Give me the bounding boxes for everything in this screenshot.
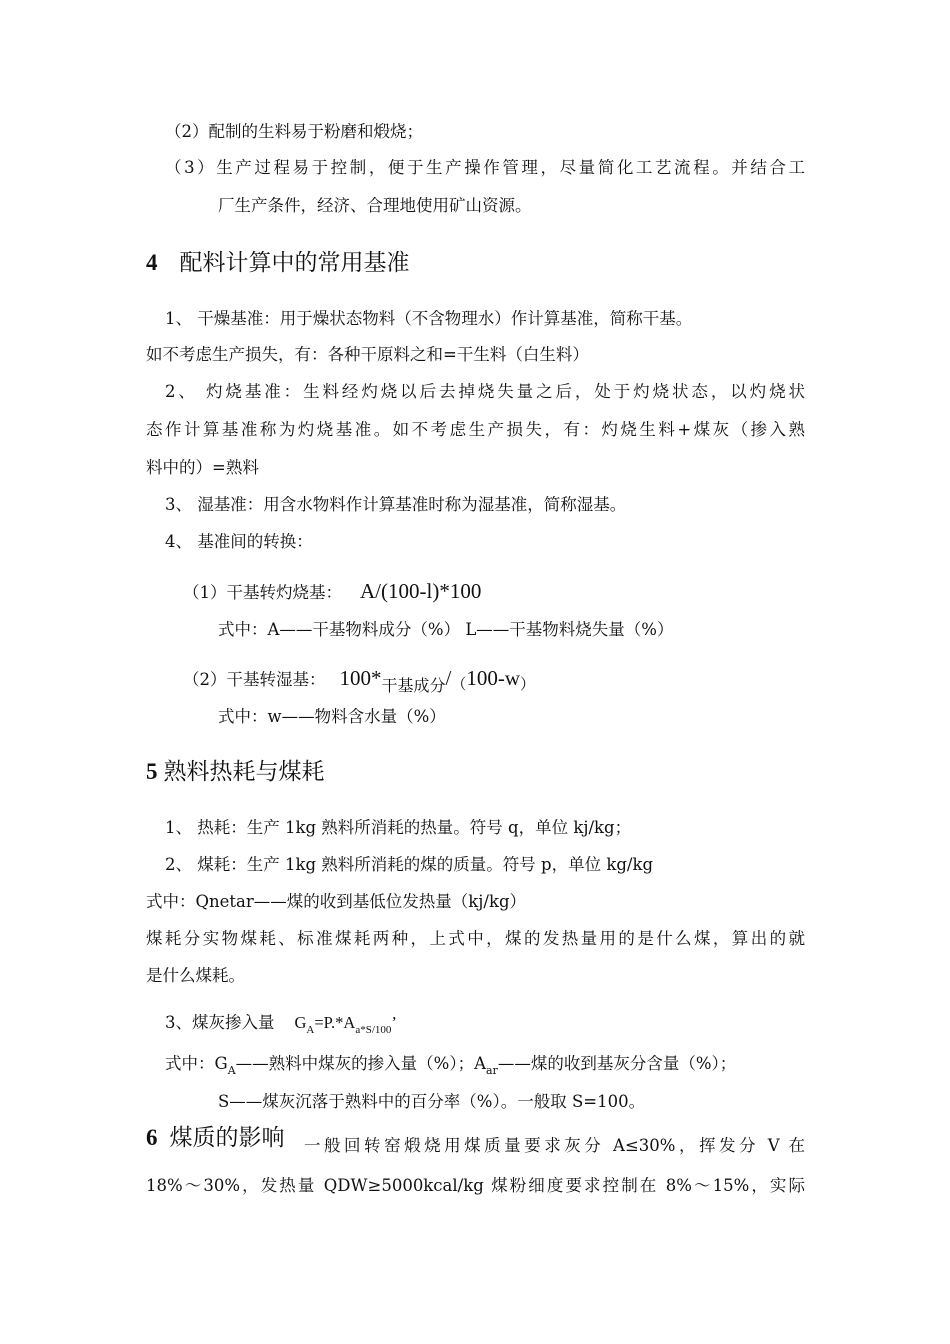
- conversion-2-formula-sub: 干基成分: [381, 676, 446, 695]
- conversion-2-formula-part: 100*: [339, 666, 382, 690]
- section-6-number: 6: [146, 1125, 158, 1150]
- section-6-title: 煤质的影响: [169, 1125, 285, 1151]
- section-4-number: 4: [146, 250, 158, 275]
- coal-ash-formula: $G_A=P.*A_{a*S/100}$’: [294, 1013, 397, 1036]
- section-6-line-2: 18%～30%，发热量 QDW≥5000kcal/kg 煤粉细度要求控制在 8%～15%，实际: [146, 1176, 805, 1195]
- conversion-2-formula-paren: （: [451, 675, 467, 693]
- section-4-heading: [146, 251, 410, 275]
- conversion-2: [183, 668, 535, 694]
- section-5-heading: [146, 760, 325, 784]
- sec5-paragraph-end: 是什么煤耗。: [146, 966, 245, 985]
- item-3-2: （2）配制的生料易于粉磨和煅烧；: [165, 122, 423, 141]
- conversion-2-note: 式中：w——物料含水量（%）: [218, 707, 446, 726]
- sec4-item-3: 3、 湿基准：用含水物料作计算基准时称为湿基准，简称湿基。: [165, 495, 627, 514]
- conversion-2-label: （2）干基转湿基：: [183, 670, 326, 689]
- conversion-2-formula-denom: 100-w: [466, 666, 521, 690]
- sec4-item-1-note: 如不考虑生产损失，有：各种干原料之和=干生料（白生料）: [146, 345, 589, 364]
- conversion-1-note: 式中：A——干基物料成分（%） L——干基物料烧失量（%）: [218, 620, 674, 639]
- item-3-3: （3）生产过程易于控制，便于生产操作管理，尽量简化工艺流程。并结合工: [165, 158, 805, 177]
- coal-ash-note-1: 式中：$G_A——$熟料中煤灰的掺入量（%）；$A_{ar}——$煤的收到基灰分含量（%）；: [165, 1054, 737, 1077]
- section-5-title: 熟料热耗与煤耗: [163, 759, 325, 785]
- sec4-item-1: 1、 干燥基准：用于燥状态物料（不含物理水）作计算基准，简称干基。: [165, 309, 693, 328]
- sec4-item-4: 4、 基准间的转换：: [165, 532, 313, 551]
- item-3-3-cont: 厂生产条件，经济、合理地使用矿山资源。: [218, 196, 532, 215]
- sec5-item-1: 1、 热耗：生产 1kg 熟料所消耗的热量。符号 q，单位 kj/kg；: [165, 818, 632, 837]
- conversion-1-formula: A/(100-l)*100: [360, 579, 482, 603]
- sec5-qnetar-note: 式中：Qnetar——煤的收到基低位发热量（kj/kg）: [146, 892, 527, 911]
- section-5-number: 5: [146, 759, 158, 784]
- conversion-1: [183, 581, 481, 602]
- section-6-text-1: 一般回转窑煅烧用煤质量要求灰分 A≤30%，挥发分 V 在: [304, 1136, 805, 1155]
- sec5-paragraph: 煤耗分实物煤耗、标准煤耗两种，上式中，煤的发热量用的是什么煤，算出的就: [146, 929, 805, 948]
- sec5-item-2: 2、 煤耗：生产 1kg 熟料所消耗的煤的质量。符号 p，单位 kg/kg: [165, 855, 654, 874]
- conversion-2-formula-slash: /: [445, 666, 452, 690]
- conversion-1-label: （1）干基转灼烧基：: [183, 583, 342, 602]
- section-4-title: 配料计算中的常用基准: [179, 250, 410, 276]
- sec4-item-2-end: 料中的）=熟料: [146, 458, 259, 477]
- coal-ash-label: 3、煤灰掺入量: [165, 1013, 275, 1032]
- section-6-heading: [146, 1125, 285, 1151]
- sec4-item-2-cont: 态作计算基准称为灼烧基准。如不考虑生产损失，有：灼烧生料+煤灰（掺入熟: [146, 420, 805, 439]
- conversion-2-formula-paren-close: ）: [520, 675, 536, 693]
- section-6-line-1: [146, 1125, 805, 1155]
- sec4-item-2: 2、 灼烧基准：生料经灼烧以后去掉烧失量之后，处于灼烧状态，以灼烧状: [165, 382, 805, 401]
- coal-ash-note-2: S——煤灰沉落于熟料中的百分率（%）。一般取 S=100。: [218, 1092, 646, 1111]
- sec5-item-3: [165, 1015, 397, 1036]
